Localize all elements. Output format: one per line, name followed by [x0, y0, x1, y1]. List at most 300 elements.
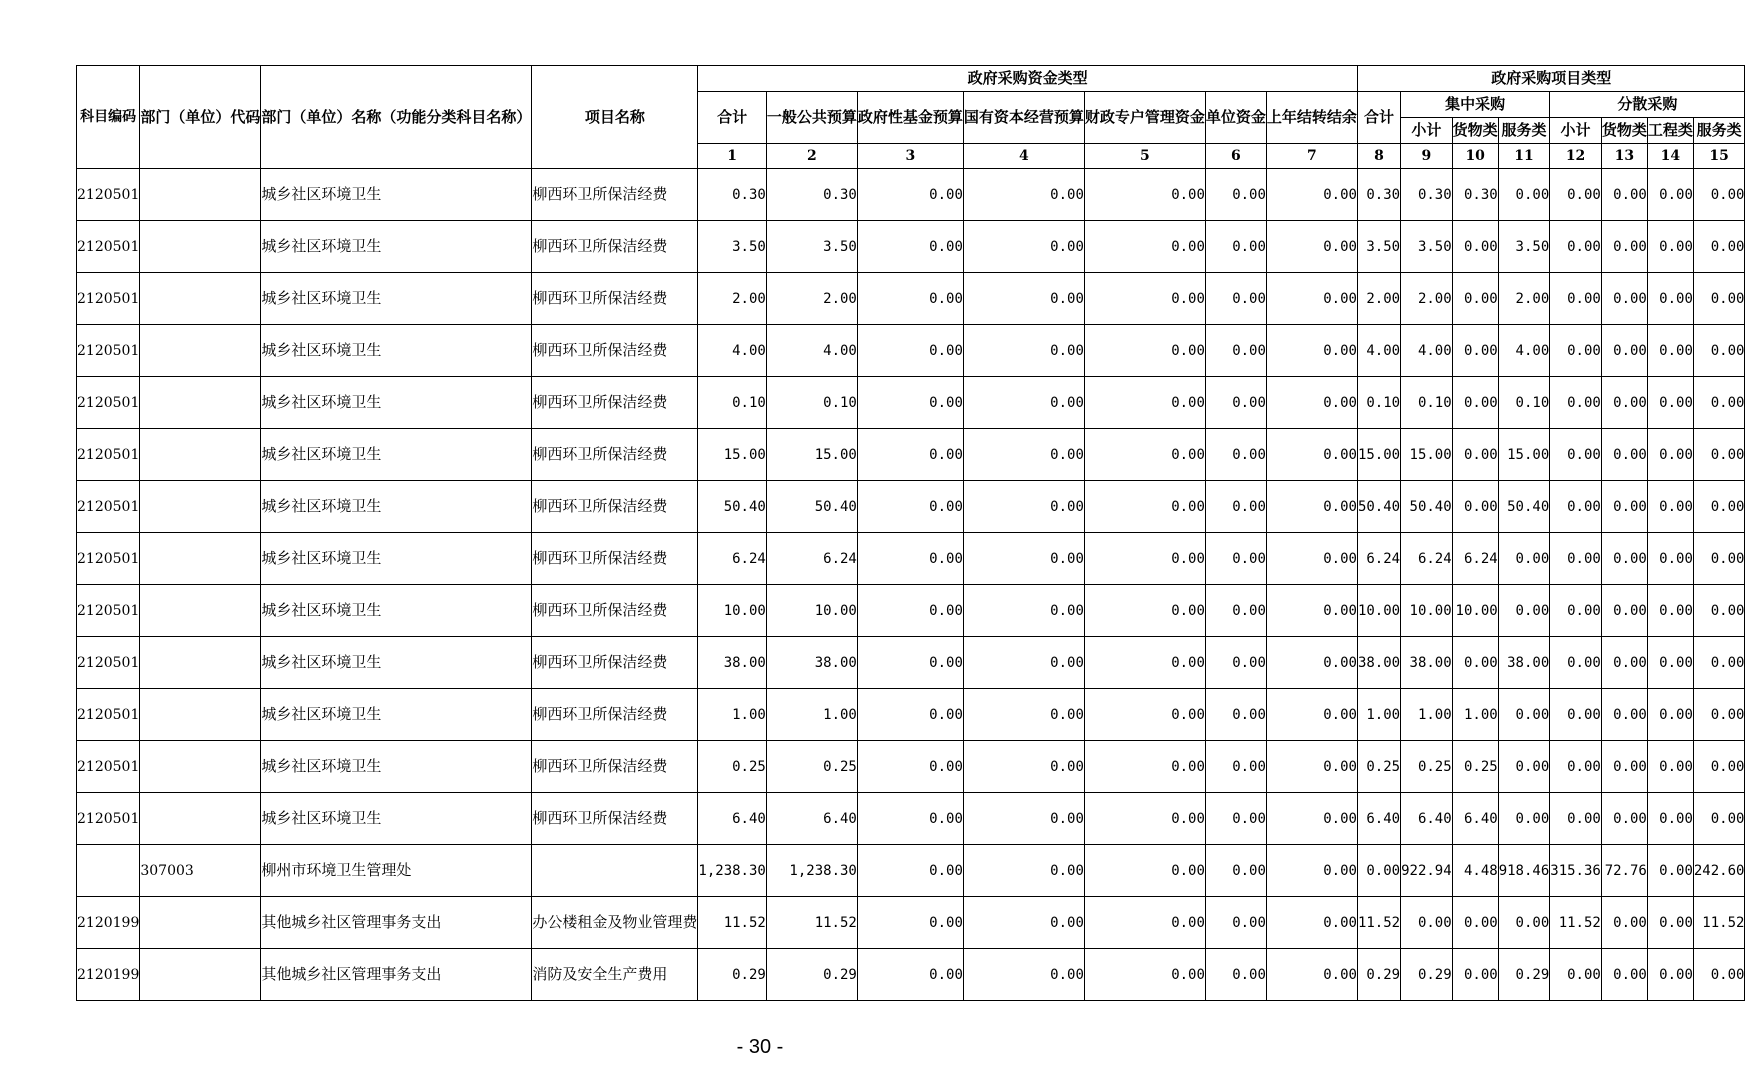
value-cell: 0.00: [857, 273, 963, 325]
value-cell: 38.00: [698, 637, 766, 689]
project-name-cell: 柳西环卫所保洁经费: [532, 273, 698, 325]
value-cell: 0.00: [1601, 533, 1647, 585]
value-cell: 0.00: [1084, 377, 1205, 429]
value-cell: 11.52: [1550, 897, 1602, 949]
value-cell: 0.00: [1550, 273, 1602, 325]
header-col-number: 10: [1452, 144, 1498, 169]
header-col-number: 5: [1084, 144, 1205, 169]
value-cell: 0.00: [857, 481, 963, 533]
value-cell: 0.00: [1601, 585, 1647, 637]
value-cell: 0.10: [698, 377, 766, 429]
dept-code-cell: [140, 585, 261, 637]
value-cell: 4.00: [1401, 325, 1453, 377]
value-cell: 0.00: [1647, 637, 1693, 689]
dept-code-cell: [140, 637, 261, 689]
value-cell: 0.00: [963, 377, 1084, 429]
value-cell: 0.00: [963, 793, 1084, 845]
value-cell: 0.00: [1693, 793, 1745, 845]
value-cell: 0.10: [766, 377, 857, 429]
value-cell: 0.00: [963, 169, 1084, 221]
value-cell: 6.24: [698, 533, 766, 585]
value-cell: 0.00: [857, 897, 963, 949]
value-cell: 10.00: [766, 585, 857, 637]
project-name-cell: 柳西环卫所保洁经费: [532, 689, 698, 741]
project-name-cell: 柳西环卫所保洁经费: [532, 741, 698, 793]
value-cell: 2.00: [766, 273, 857, 325]
value-cell: 10.00: [1401, 585, 1453, 637]
value-cell: 4.48: [1452, 845, 1498, 897]
value-cell: 38.00: [1357, 637, 1400, 689]
project-name-cell: 柳西环卫所保洁经费: [532, 585, 698, 637]
value-cell: 0.00: [1693, 689, 1745, 741]
value-cell: 0.00: [1647, 481, 1693, 533]
value-cell: 0.30: [1452, 169, 1498, 221]
value-cell: 72.76: [1601, 845, 1647, 897]
project-name-cell: 柳西环卫所保洁经费: [532, 793, 698, 845]
value-cell: 10.00: [698, 585, 766, 637]
value-cell: 10.00: [1452, 585, 1498, 637]
value-cell: 0.00: [1550, 429, 1602, 481]
value-cell: 0.00: [1647, 741, 1693, 793]
value-cell: 0.00: [1601, 481, 1647, 533]
value-cell: 4.00: [766, 325, 857, 377]
header-centralized-services: 服务类: [1498, 118, 1550, 144]
value-cell: 0.00: [1550, 949, 1602, 1001]
value-cell: 0.00: [1693, 221, 1745, 273]
value-cell: 0.00: [1205, 845, 1266, 897]
value-cell: 0.00: [1205, 897, 1266, 949]
value-cell: 0.00: [1693, 429, 1745, 481]
value-cell: 0.00: [1601, 793, 1647, 845]
value-cell: 0.00: [1084, 585, 1205, 637]
value-cell: 0.00: [857, 689, 963, 741]
value-cell: 0.00: [1266, 949, 1357, 1001]
value-cell: 0.00: [1205, 689, 1266, 741]
value-cell: 0.00: [1601, 949, 1647, 1001]
value-cell: 0.00: [1266, 793, 1357, 845]
project-name-cell: 柳西环卫所保洁经费: [532, 221, 698, 273]
value-cell: 0.00: [1601, 377, 1647, 429]
value-cell: 0.00: [1084, 741, 1205, 793]
header-col-number: 2: [766, 144, 857, 169]
dept-name-cell: 城乡社区环境卫生: [261, 533, 532, 585]
value-cell: 0.25: [1452, 741, 1498, 793]
value-cell: 0.29: [1498, 949, 1550, 1001]
value-cell: 4.00: [698, 325, 766, 377]
project-name-cell: 消防及安全生产费用: [532, 949, 698, 1001]
subject-code-cell: 2120501: [77, 325, 140, 377]
value-cell: 50.40: [766, 481, 857, 533]
value-cell: 0.00: [1601, 169, 1647, 221]
dept-code-cell: [140, 221, 261, 273]
value-cell: 3.50: [1401, 221, 1453, 273]
header-col-number: 15: [1693, 144, 1745, 169]
value-cell: 0.00: [1647, 533, 1693, 585]
project-name-cell: 柳西环卫所保洁经费: [532, 481, 698, 533]
value-cell: 0.00: [1084, 429, 1205, 481]
header-decentralized-engineering: 工程类: [1647, 118, 1693, 144]
table-row: [77, 793, 1745, 845]
dept-code-cell: [140, 897, 261, 949]
value-cell: 0.00: [1647, 273, 1693, 325]
value-cell: 0.10: [1357, 377, 1400, 429]
header-project-total: 合计: [1357, 92, 1400, 144]
value-cell: 6.24: [1452, 533, 1498, 585]
value-cell: 0.00: [963, 273, 1084, 325]
value-cell: 0.00: [1205, 169, 1266, 221]
subject-code-cell: 2120199: [77, 949, 140, 1001]
table-row: [77, 533, 1745, 585]
dept-code-cell: [140, 793, 261, 845]
project-name-cell: 柳西环卫所保洁经费: [532, 169, 698, 221]
value-cell: 0.00: [1647, 897, 1693, 949]
header-col-number: 3: [857, 144, 963, 169]
value-cell: 1.00: [1401, 689, 1453, 741]
header-col-number: 12: [1550, 144, 1602, 169]
value-cell: 0.00: [1084, 637, 1205, 689]
header-special-account: 财政专户管理资金: [1084, 92, 1205, 144]
value-cell: 0.00: [1550, 325, 1602, 377]
header-project-name: 项目名称: [532, 66, 698, 169]
value-cell: 0.00: [857, 221, 963, 273]
subject-code-cell: 2120501: [77, 481, 140, 533]
header-col-number: 11: [1498, 144, 1550, 169]
value-cell: 0.00: [963, 949, 1084, 1001]
value-cell: 1.00: [1357, 689, 1400, 741]
dept-code-cell: [140, 377, 261, 429]
header-general-budget: 一般公共预算: [766, 92, 857, 144]
value-cell: 0.00: [1266, 325, 1357, 377]
dept-code-cell: [140, 273, 261, 325]
value-cell: 0.00: [1498, 741, 1550, 793]
value-cell: 0.00: [963, 533, 1084, 585]
value-cell: 0.00: [1693, 169, 1745, 221]
value-cell: 0.00: [1550, 221, 1602, 273]
value-cell: 0.00: [857, 169, 963, 221]
value-cell: 0.25: [1401, 741, 1453, 793]
value-cell: 0.00: [1452, 221, 1498, 273]
value-cell: 0.00: [1084, 689, 1205, 741]
value-cell: 0.00: [1647, 325, 1693, 377]
value-cell: 6.40: [1401, 793, 1453, 845]
table-row: [77, 949, 1745, 1001]
project-name-cell: 柳西环卫所保洁经费: [532, 325, 698, 377]
value-cell: 0.00: [1550, 689, 1602, 741]
value-cell: 0.00: [857, 741, 963, 793]
value-cell: 0.00: [1452, 949, 1498, 1001]
value-cell: 0.00: [1647, 845, 1693, 897]
value-cell: 0.00: [857, 325, 963, 377]
dept-code-cell: [140, 325, 261, 377]
dept-name-cell: 城乡社区环境卫生: [261, 793, 532, 845]
value-cell: 6.40: [1452, 793, 1498, 845]
value-cell: 0.00: [1693, 533, 1745, 585]
value-cell: 50.40: [1401, 481, 1453, 533]
value-cell: 3.50: [1357, 221, 1400, 273]
value-cell: 0.00: [1647, 949, 1693, 1001]
value-cell: 0.00: [1498, 689, 1550, 741]
value-cell: 0.00: [1266, 221, 1357, 273]
value-cell: 6.24: [1357, 533, 1400, 585]
value-cell: 0.00: [1205, 533, 1266, 585]
header-col-number: 8: [1357, 144, 1400, 169]
value-cell: 0.00: [1550, 637, 1602, 689]
value-cell: 1,238.30: [698, 845, 766, 897]
value-cell: 0.00: [1084, 273, 1205, 325]
value-cell: 3.50: [766, 221, 857, 273]
value-cell: 0.00: [1452, 429, 1498, 481]
dept-code-cell: [140, 429, 261, 481]
value-cell: 0.00: [1205, 273, 1266, 325]
value-cell: 0.00: [1266, 169, 1357, 221]
dept-code-cell: [140, 689, 261, 741]
header-project-type-group: 政府采购项目类型: [1357, 66, 1745, 92]
subject-code-cell: [77, 845, 140, 897]
subject-code-cell: 2120501: [77, 741, 140, 793]
value-cell: 15.00: [766, 429, 857, 481]
subject-code-cell: 2120501: [77, 169, 140, 221]
value-cell: 0.25: [698, 741, 766, 793]
value-cell: 0.00: [1550, 533, 1602, 585]
project-name-cell: [532, 845, 698, 897]
value-cell: 0.29: [698, 949, 766, 1001]
value-cell: 0.00: [1452, 273, 1498, 325]
table-row: [77, 897, 1745, 949]
value-cell: 0.00: [1498, 897, 1550, 949]
value-cell: 0.00: [1693, 273, 1745, 325]
dept-name-cell: 城乡社区环境卫生: [261, 689, 532, 741]
header-centralized-goods: 货物类: [1452, 118, 1498, 144]
value-cell: 0.00: [1084, 533, 1205, 585]
value-cell: 0.00: [1266, 533, 1357, 585]
value-cell: 0.00: [1205, 221, 1266, 273]
value-cell: 0.00: [963, 637, 1084, 689]
value-cell: 0.00: [1205, 637, 1266, 689]
table-row: [77, 221, 1745, 273]
table-row: [77, 845, 1745, 897]
value-cell: 2.00: [1357, 273, 1400, 325]
value-cell: 0.00: [1084, 169, 1205, 221]
dept-code-cell: [140, 741, 261, 793]
value-cell: 3.50: [698, 221, 766, 273]
header-fund-total: 合计: [698, 92, 766, 144]
value-cell: 0.30: [1401, 169, 1453, 221]
value-cell: 0.00: [1693, 377, 1745, 429]
project-name-cell: 柳西环卫所保洁经费: [532, 533, 698, 585]
value-cell: 242.60: [1693, 845, 1745, 897]
value-cell: 2.00: [1401, 273, 1453, 325]
header-col-number: 4: [963, 144, 1084, 169]
header-unit-funds: 单位资金: [1205, 92, 1266, 144]
value-cell: 15.00: [1401, 429, 1453, 481]
value-cell: 0.00: [1550, 377, 1602, 429]
value-cell: 0.00: [963, 481, 1084, 533]
subject-code-cell: 2120501: [77, 377, 140, 429]
value-cell: 0.00: [1452, 897, 1498, 949]
header-col-number: 14: [1647, 144, 1693, 169]
value-cell: 0.00: [963, 325, 1084, 377]
procurement-budget-table: [76, 65, 1745, 1001]
value-cell: 0.00: [1266, 689, 1357, 741]
value-cell: 1.00: [766, 689, 857, 741]
value-cell: 0.00: [1205, 377, 1266, 429]
dept-name-cell: 城乡社区环境卫生: [261, 273, 532, 325]
value-cell: 6.40: [1357, 793, 1400, 845]
value-cell: 0.00: [1266, 585, 1357, 637]
value-cell: 6.24: [766, 533, 857, 585]
table-row: [77, 325, 1745, 377]
table-row: [77, 273, 1745, 325]
value-cell: 0.00: [1647, 585, 1693, 637]
value-cell: 6.24: [1401, 533, 1453, 585]
header-col-number: 6: [1205, 144, 1266, 169]
value-cell: 0.00: [1452, 481, 1498, 533]
header-col-number: 13: [1601, 144, 1647, 169]
header-fund-type-group: 政府采购资金类型: [698, 66, 1358, 92]
header-col-number: 9: [1401, 144, 1453, 169]
value-cell: 0.30: [1357, 169, 1400, 221]
value-cell: 0.00: [857, 949, 963, 1001]
value-cell: 0.00: [1550, 741, 1602, 793]
value-cell: 0.00: [1550, 793, 1602, 845]
table-row: [77, 429, 1745, 481]
value-cell: 922.94: [1401, 845, 1453, 897]
header-decentralized-subtotal: 小计: [1550, 118, 1602, 144]
value-cell: 0.25: [1357, 741, 1400, 793]
header-centralized: 集中采购: [1401, 92, 1550, 118]
value-cell: 15.00: [1357, 429, 1400, 481]
dept-name-cell: 城乡社区环境卫生: [261, 221, 532, 273]
project-name-cell: 办公楼租金及物业管理费: [532, 897, 698, 949]
header-decentralized-goods: 货物类: [1601, 118, 1647, 144]
value-cell: 0.29: [1357, 949, 1400, 1001]
subject-code-cell: 2120501: [77, 637, 140, 689]
dept-name-cell: 城乡社区环境卫生: [261, 481, 532, 533]
value-cell: 0.30: [698, 169, 766, 221]
value-cell: 0.00: [1452, 377, 1498, 429]
subject-code-cell: 2120501: [77, 793, 140, 845]
value-cell: 6.40: [766, 793, 857, 845]
value-cell: 0.00: [1266, 845, 1357, 897]
value-cell: 0.00: [963, 897, 1084, 949]
value-cell: 15.00: [1498, 429, 1550, 481]
value-cell: 0.00: [1647, 169, 1693, 221]
header-subject-code: 科目编码: [77, 66, 140, 169]
value-cell: 0.00: [1205, 481, 1266, 533]
dept-name-cell: 城乡社区环境卫生: [261, 325, 532, 377]
subject-code-cell: 2120501: [77, 585, 140, 637]
subject-code-cell: 2120501: [77, 533, 140, 585]
value-cell: 0.00: [1601, 221, 1647, 273]
value-cell: 0.00: [1205, 429, 1266, 481]
value-cell: 0.00: [1498, 793, 1550, 845]
value-cell: 0.00: [1266, 273, 1357, 325]
value-cell: 0.00: [1693, 325, 1745, 377]
value-cell: 0.00: [963, 585, 1084, 637]
dept-name-cell: 城乡社区环境卫生: [261, 741, 532, 793]
table-row: [77, 637, 1745, 689]
value-cell: 10.00: [1357, 585, 1400, 637]
value-cell: 0.00: [1084, 481, 1205, 533]
table-row: [77, 481, 1745, 533]
subject-code-cell: 2120199: [77, 897, 140, 949]
header-col-number: 7: [1266, 144, 1357, 169]
value-cell: 0.00: [1693, 637, 1745, 689]
header-col-number: 1: [698, 144, 766, 169]
subject-code-cell: 2120501: [77, 689, 140, 741]
value-cell: 0.00: [1205, 949, 1266, 1001]
subject-code-cell: 2120501: [77, 221, 140, 273]
header-dept-code: 部门（单位）代码: [140, 66, 261, 169]
value-cell: 0.00: [1452, 325, 1498, 377]
value-cell: 0.00: [1266, 741, 1357, 793]
value-cell: 0.25: [766, 741, 857, 793]
value-cell: 1.00: [1452, 689, 1498, 741]
value-cell: 1,238.30: [766, 845, 857, 897]
value-cell: 0.00: [963, 845, 1084, 897]
value-cell: 918.46: [1498, 845, 1550, 897]
dept-code-cell: [140, 949, 261, 1001]
value-cell: 0.10: [1401, 377, 1453, 429]
value-cell: 4.00: [1357, 325, 1400, 377]
dept-code-cell: [140, 481, 261, 533]
value-cell: 0.00: [1084, 845, 1205, 897]
value-cell: 0.00: [1266, 637, 1357, 689]
value-cell: 0.00: [1498, 169, 1550, 221]
value-cell: 0.00: [1084, 325, 1205, 377]
table-row: [77, 741, 1745, 793]
value-cell: 0.00: [1550, 169, 1602, 221]
dept-name-cell: 柳州市环境卫生管理处: [261, 845, 532, 897]
dept-code-cell: 307003: [140, 845, 261, 897]
value-cell: 0.00: [857, 377, 963, 429]
value-cell: 0.00: [1601, 325, 1647, 377]
dept-name-cell: 城乡社区环境卫生: [261, 429, 532, 481]
table-row: [77, 689, 1745, 741]
dept-name-cell: 城乡社区环境卫生: [261, 585, 532, 637]
dept-code-cell: [140, 533, 261, 585]
value-cell: 0.00: [1498, 585, 1550, 637]
dept-name-cell: 其他城乡社区管理事务支出: [261, 897, 532, 949]
dept-name-cell: 城乡社区环境卫生: [261, 637, 532, 689]
value-cell: 3.50: [1498, 221, 1550, 273]
dept-name-cell: 城乡社区环境卫生: [261, 169, 532, 221]
value-cell: 0.00: [1205, 741, 1266, 793]
value-cell: 0.00: [1266, 897, 1357, 949]
value-cell: 0.00: [1266, 429, 1357, 481]
table-row: [77, 169, 1745, 221]
value-cell: 2.00: [1498, 273, 1550, 325]
value-cell: 0.00: [1550, 585, 1602, 637]
value-cell: 50.40: [698, 481, 766, 533]
header-state-capital-budget: 国有资本经营预算: [963, 92, 1084, 144]
project-name-cell: 柳西环卫所保洁经费: [532, 377, 698, 429]
value-cell: 4.00: [1498, 325, 1550, 377]
value-cell: 0.00: [1266, 377, 1357, 429]
value-cell: 38.00: [1401, 637, 1453, 689]
value-cell: 0.00: [857, 793, 963, 845]
value-cell: 0.10: [1498, 377, 1550, 429]
value-cell: 11.52: [1357, 897, 1400, 949]
dept-name-cell: 其他城乡社区管理事务支出: [261, 949, 532, 1001]
value-cell: 0.00: [857, 637, 963, 689]
value-cell: 0.00: [1601, 429, 1647, 481]
value-cell: 0.00: [1601, 637, 1647, 689]
value-cell: 0.00: [1452, 637, 1498, 689]
value-cell: 0.00: [1647, 429, 1693, 481]
dept-code-cell: [140, 169, 261, 221]
value-cell: 11.52: [766, 897, 857, 949]
